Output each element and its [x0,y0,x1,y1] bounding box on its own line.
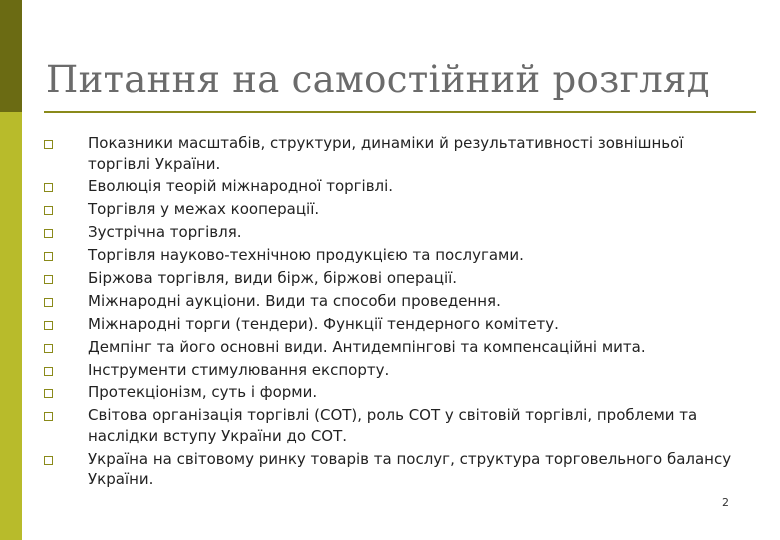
square-bullet-icon [44,140,53,149]
square-bullet-icon [44,229,53,238]
list-item-text: Біржова торгівля, види бірж, біржові операції. [88,268,458,287]
square-bullet-icon [44,412,53,421]
list-item-text: Протекціонізм, суть і форми. [88,383,318,402]
list-item [44,449,744,490]
list-item [44,176,744,197]
square-bullet-icon [44,344,53,353]
list-item [44,133,744,174]
square-bullet-icon [44,252,53,261]
square-bullet-icon [44,321,53,330]
list-item-text: Міжнародні торги (тендери). Функції тендерного комітету. [88,314,559,333]
list-item-text: Світова організація торгівлі (СОТ), роль СОТ у світовій торгівлі, проблеми та наслідки вступу України до СОТ. [88,406,698,445]
list-item [44,199,744,220]
square-bullet-icon [44,298,53,307]
list-item-text: Зустрічна торгівля. [88,223,242,242]
square-bullet-icon [44,456,53,465]
page-number: 2 [722,496,729,509]
square-bullet-icon [44,206,53,215]
list-item [44,291,744,312]
square-bullet-icon [44,367,53,376]
list-item-text: Демпінг та його основні види. Антидемпінгові та компенсаційні мита. [88,337,646,356]
list-item-text: Міжнародні аукціони. Види та способи проведення. [88,291,501,310]
list-item-text: Еволюція теорій міжнародної торгівлі. [88,177,394,196]
list-item [44,268,744,289]
bullet-list [44,133,744,492]
list-item-text: Показники масштабів, структури, динаміки й результативності зовнішньої торгівлі України. [88,134,684,173]
side-bar-dark [0,0,22,112]
list-item-text: Інструменти стимулювання експорту. [88,360,390,379]
square-bullet-icon [44,389,53,398]
list-item-text: Торгівля у межах кооперації. [88,200,320,219]
list-item-text: Торгівля науково-технічною продукцією та послугами. [88,246,524,265]
side-bar-light [0,112,22,540]
slide-title: Питання на самостійний розгляд [46,58,710,101]
list-item [44,222,744,243]
list-item-text: Україна на світовому ринку товарів та послуг, структура торговельного балансу України. [88,449,732,489]
list-item [44,314,744,335]
title-underline [44,111,756,113]
square-bullet-icon [44,275,53,284]
list-item [44,405,744,446]
list-item [44,360,744,381]
list-item [44,382,744,403]
list-item [44,337,744,358]
square-bullet-icon [44,183,53,192]
list-item [44,245,744,266]
